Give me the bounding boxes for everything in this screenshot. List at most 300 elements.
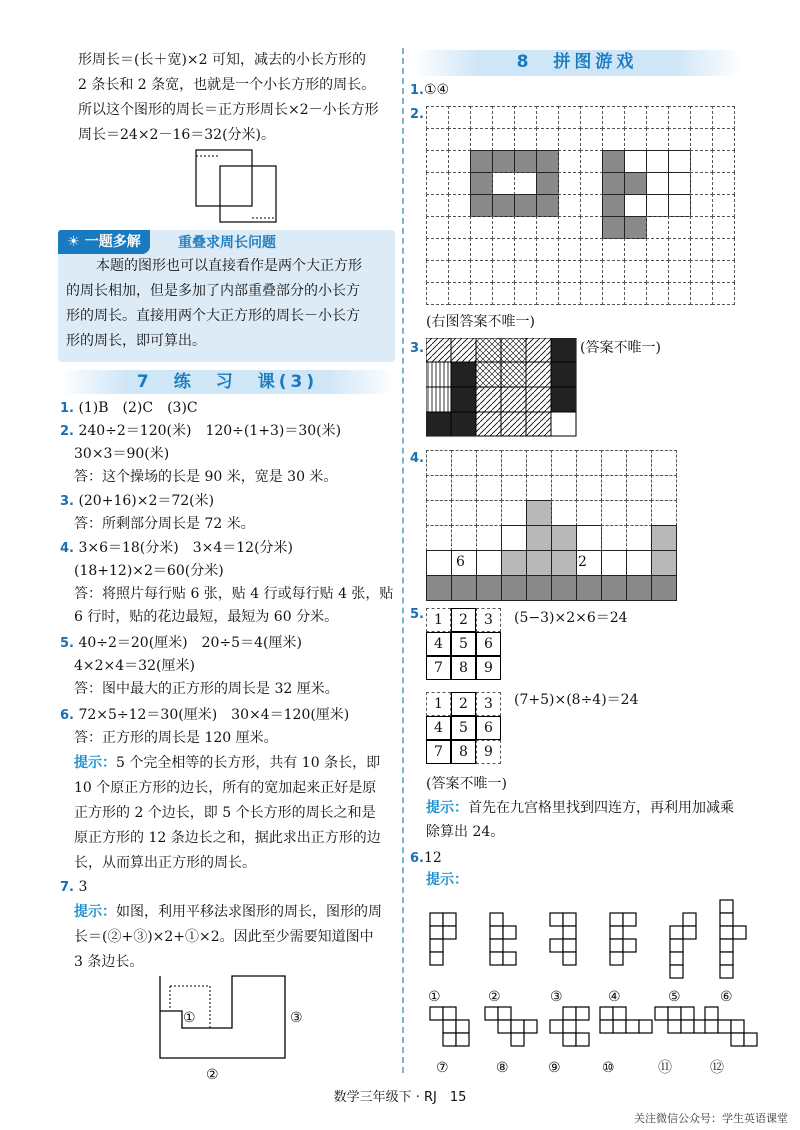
grid-cell [536,260,559,283]
nine-grid-cell: 5 [451,632,476,656]
grid-cell [492,128,515,151]
shape-9-cell [576,1007,589,1020]
grid-cell [426,282,449,305]
q2-line-1: 240÷2＝120(米) 120÷(1+3)＝30(米) [78,423,342,439]
shape-5-cell [683,926,696,939]
shape-8-cell [524,1020,537,1033]
grid-cell [601,575,627,601]
grid-cell [448,238,471,261]
q5-line-2: 4×2×4＝32(厘米) [74,658,195,674]
q7-num: 7. [60,880,74,895]
intro-line-2: 2 条长和 2 条宽，也就是一个小长方形的周长。 [78,77,376,93]
grid-cell [602,216,625,239]
grid-cell [492,194,515,217]
grid-cell [580,216,603,239]
tip-line-3: 形的周长。直接用两个大正方形的周长－小长方 [66,308,360,324]
grid-cell [476,525,502,551]
grid-cell [558,172,581,195]
q1-answer: (1)B (2)C (3)C [78,400,198,416]
q5-hint-line-2: 除算出 24。 [426,824,505,840]
grid-cell [551,450,577,476]
grid-cell [601,450,627,476]
grid-cell [712,282,735,305]
q6-line-1: 72×5÷12＝30(厘米) 30×4＝120(厘米) [78,707,350,723]
nine-grid-cell: 1 [426,692,451,716]
shape-7-cell [456,1033,469,1046]
section-7-title: 7 练 习 课(3) [136,372,319,392]
grid-cell [712,216,735,239]
q6-hint-line-1: 5 个完全相等的长方形，共有 10 条长，即 [116,755,381,771]
grid-cell [492,172,515,195]
grid-cell [651,450,677,476]
grid-cell [448,172,471,195]
shape-11-cell [681,1007,694,1020]
q5-hint-label: 提示： [426,800,468,816]
grid-cell [601,475,627,501]
q7-hint-line-3: 3 条边长。 [74,954,144,970]
grid-cell [668,194,691,217]
shape-3-cell [550,913,563,926]
grid-cell [558,238,581,261]
q4-grid [426,450,676,600]
grid-cell [514,128,537,151]
shape-12-cell [731,1020,744,1033]
shape-8-cell [498,1007,511,1020]
grid-cell [426,525,452,551]
grid-cell [576,525,602,551]
shape-9-cell [563,1033,576,1046]
grid-cell [602,106,625,129]
grid-cell [514,172,537,195]
tip-line-2: 的周长相加，但是多加了内部重叠部分的小长方 [66,283,360,299]
q6-line-2: 答：正方形的周长是 120 厘米。 [74,730,278,746]
q7-hint-line-1: 如图，利用平移法求图形的周长，图形的周 [116,904,382,920]
shape-12-cell [744,1033,757,1046]
shape-4-cell [623,939,636,952]
grid-cell [470,128,493,151]
shape-2-cell [490,926,503,939]
grid-cell [626,575,652,601]
tip-line-4: 形的周长，即可算出。 [66,333,206,349]
nine-grid-cell: 9 [476,656,501,680]
nine-grid-cell: 1 [426,608,451,632]
grid-cell [426,216,449,239]
shape-10-cell [613,1020,626,1033]
q6-hint-label: 提示： [74,755,116,771]
section-8-title: 8 拼图游戏 [516,52,638,72]
grid-cell [526,475,552,501]
shape-1-cell [443,926,456,939]
nine-grid-cell: 2 [451,692,476,716]
shape-label: ① [428,989,441,1005]
grid-cell [526,450,552,476]
shape-7-cell [443,1033,456,1046]
q3-line-2: 答：所剩部分周长是 72 米。 [74,516,255,532]
nine-grid-cell: 7 [426,740,451,764]
nine-grid-cell: 8 [451,740,476,764]
r-q6-answer: 12 [423,850,442,866]
grid-cell [470,282,493,305]
nine-grid-cell: 6 [476,716,501,740]
grid-cell [602,194,625,217]
fig-label-1: ① [183,1010,196,1026]
shape-3-cell [563,939,576,952]
q5-grid-2 [426,692,501,764]
q7-hint-label: 提示： [74,904,116,920]
grid-cell [526,575,552,601]
q2-line-2: 30×3＝90(米) [74,446,170,462]
grid-cell [624,150,647,173]
shape-9-cell [576,1033,589,1046]
grid-cell [476,575,502,601]
grid-cell [451,475,477,501]
grid-cell [501,525,527,551]
shape-label: ⑥ [720,989,733,1005]
grid-cell [668,128,691,151]
hexomino-shapes [420,895,760,1065]
grid-cell [470,238,493,261]
q6-hint-line-5: 长，从而算出正方形的周长。 [74,855,256,871]
watermark: 关注微信公众号：学生英语课堂 [634,1112,788,1125]
q5-eq2: (7+5)×(8÷4)＝24 [514,692,639,708]
shape-label: ② [488,989,501,1005]
q4-line-4: 6 行时，贴的花边最短，最短为 60 分米。 [74,609,339,625]
grid-cell [580,150,603,173]
grid-cell [514,106,537,129]
lightbulb-icon: ☀ [67,234,80,250]
grid-cell [501,550,527,576]
grid-cell [536,150,559,173]
shape-6-cell [720,952,733,965]
grid-cell [602,128,625,151]
grid-cell [536,282,559,305]
shape-label: ⑪ [658,1060,672,1076]
q4-line-1: 3×6＝18(分米) 3×4＝12(分米) [78,540,294,556]
r-q4-num: 4. [410,451,424,466]
grid-cell [602,150,625,173]
shape-8-cell [511,1020,524,1033]
grid-cell [426,475,452,501]
grid-cell [551,550,577,576]
shape-8-cell [511,1033,524,1046]
q4-num: 4. [60,541,74,556]
grid-cell [426,172,449,195]
page-footer: 数学三年级下 · RJ 15 [333,1090,467,1105]
shape-12-cell [731,1033,744,1046]
q6-hint-line-3: 正方形的 2 个边长，即 5 个长方形的周长之和是 [74,805,376,821]
shape-4-cell [623,913,636,926]
shape-2-cell [490,952,503,965]
shape-label: ⑨ [548,1060,561,1076]
nine-grid-cell: 3 [476,692,501,716]
grid-cell [558,216,581,239]
grid-cell [626,475,652,501]
q4-line-2: (18+12)×2＝60(分米) [74,563,224,579]
shape-4-cell [610,926,623,939]
grid-cell [580,172,603,195]
shape-1-cell [430,939,443,952]
shape-11-cell [681,1020,694,1033]
r-q6-num: 6. [410,851,424,866]
grid-cell [514,216,537,239]
shape-2-cell [503,926,516,939]
grid-cell [580,106,603,129]
q3-grid [426,338,578,438]
shape-7-cell [430,1007,443,1020]
grid-cell [668,282,691,305]
shape-5-cell [670,965,683,978]
grid-cell [492,150,515,173]
q5-line-1: 40÷2＝20(厘米) 20÷5＝4(厘米) [78,635,302,651]
shape-10-cell [626,1020,639,1033]
shape-12-cell [718,1020,731,1033]
grid-cell [426,550,452,576]
shape-4-cell [610,913,623,926]
q5-num: 5. [60,636,74,651]
shape-6-cell [720,900,733,913]
grid-cell [526,525,552,551]
grid-cell [470,106,493,129]
grid-cell [690,106,713,129]
shape-6-cell [720,926,733,939]
grid-cell [501,575,527,601]
grid-cell [646,260,669,283]
grid-cell [576,475,602,501]
grid-cell [690,216,713,239]
shape-7-cell [456,1020,469,1033]
grid-cell [476,550,502,576]
nine-grid-cell: 4 [426,716,451,740]
grid-cell [536,172,559,195]
shape-1-cell [430,926,443,939]
section-8-banner [412,50,742,76]
grid-cell [668,238,691,261]
r-q3-num: 3. [410,341,424,356]
q2-line-3: 答：这个操场的长是 90 米，宽是 30 米。 [74,469,338,485]
nine-grid-cell: 7 [426,656,451,680]
grid-cell [426,150,449,173]
grid-cell [601,525,627,551]
shape-1-cell [430,952,443,965]
grid-cell [690,238,713,261]
shape-11-cell [655,1007,668,1020]
grid-cell [551,475,577,501]
shape-1-cell [430,913,443,926]
shape-8-cell [498,1020,511,1033]
grid-cell [451,450,477,476]
column-divider [402,48,404,1073]
grid-cell [576,575,602,601]
grid-cell [646,106,669,129]
shape-6-cell [720,913,733,926]
grid-cell [712,106,735,129]
grid-cell [514,260,537,283]
shape-7-cell [443,1007,456,1020]
grid-cell [624,216,647,239]
grid-cell [514,282,537,305]
grid-cell [646,194,669,217]
shape-label: ⑩ [602,1060,615,1076]
grid-cell [536,216,559,239]
grid-cell [646,216,669,239]
grid-cell [646,150,669,173]
shape-label: ⑫ [710,1060,724,1076]
q3-note: (答案不唯一) [580,340,661,356]
grid-cell [602,238,625,261]
grid-cell [470,260,493,283]
grid-cell [668,172,691,195]
grid-cell [526,550,552,576]
grid-cell [651,525,677,551]
grid-cell [492,238,515,261]
shape-11-cell [668,1007,681,1020]
shape-3-cell [563,913,576,926]
shape-10-cell [600,1020,613,1033]
grid-cell [626,450,652,476]
tip-line-1: 本题的图形也可以直接看作是两个大正方形 [96,258,362,274]
nine-grid-cell: 9 [476,740,501,764]
grid-cell [602,172,625,195]
shape-9-cell [563,1020,576,1033]
shape-9-cell [550,1020,563,1033]
grid-cell [626,525,652,551]
nine-grid-cell: 3 [476,608,501,632]
grid-cell [448,282,471,305]
grid-cell [624,128,647,151]
q6-hint-line-4: 原正方形的 12 条边长之和，据此求出正方形的边 [74,830,381,846]
shape-2-cell [490,913,503,926]
grid-cell [712,172,735,195]
grid-cell [690,150,713,173]
shape-label: ⑤ [668,989,681,1005]
grid-cell [470,194,493,217]
q7-answer: 3 [78,879,88,895]
grid-cell [448,128,471,151]
grid-cell [551,525,577,551]
shape-3-cell [563,926,576,939]
grid-cell [492,260,515,283]
shape-3-cell [563,952,576,965]
grid-cell [690,260,713,283]
grid-cell [470,172,493,195]
grid-cell [470,150,493,173]
grid-cell [624,260,647,283]
grid-cell [580,128,603,151]
shape-label: ⑦ [436,1060,449,1076]
shape-6-cell [733,926,746,939]
shape-10-cell [600,1007,613,1020]
shape-9-cell [563,1007,576,1020]
intro-line-1: 形周长＝(长＋宽)×2 可知，减去的小长方形的 [78,52,367,68]
grid-cell [492,282,515,305]
grid-cell [651,500,677,526]
grid-cell [476,475,502,501]
shape-5-cell [670,952,683,965]
grid-cell [426,128,449,151]
q1-num: 1. [60,401,74,416]
r-q1-answer: ①④ [423,82,450,98]
grid-cell [624,282,647,305]
grid-cell [451,525,477,551]
grid-cell [426,194,449,217]
grid-cell [668,150,691,173]
grid-cell [602,282,625,305]
grid-cell [536,106,559,129]
shape-6-cell [720,965,733,978]
grid-cell [551,500,577,526]
grid-cell [651,550,677,576]
q7-figure [150,966,310,1086]
q5-grid-1 [426,608,501,680]
grid-cell [426,238,449,261]
grid-cell [448,194,471,217]
q6-num: 6. [60,708,74,723]
grid-cell [580,282,603,305]
grid-cell [558,194,581,217]
grid-cell [451,575,477,601]
q7-hint-line-2: 长＝(②+③)×2+①×2。因此至少需要知道图中 [74,929,374,945]
grid-cell [514,238,537,261]
grid-cell [602,260,625,283]
intro-line-3: 所以这个图形的周长＝正方形周长×2－小长方形 [78,102,379,118]
grid-cell [536,194,559,217]
grid-cell [576,450,602,476]
grid-cell [712,238,735,261]
shape-5-cell [670,926,683,939]
grid-cell [712,128,735,151]
fig-label-3: ③ [290,1010,303,1026]
nine-grid-cell: 2 [451,608,476,632]
grid-cell [558,128,581,151]
fig-label-2: ② [206,1067,219,1083]
grid-cell [626,500,652,526]
r-q2-num: 2. [410,107,424,122]
grid-cell [426,260,449,283]
grid-cell [646,238,669,261]
grid-cell [690,194,713,217]
grid-cell [451,500,477,526]
grid-cell [626,550,652,576]
r-q1-num: 1. [410,83,424,98]
nine-grid-cell: 5 [451,716,476,740]
q2-grid [426,106,734,304]
shape-10-cell [639,1020,652,1033]
q5-note: (答案不唯一) [426,776,507,792]
shape-5-cell [683,913,696,926]
q3-num: 3. [60,494,74,509]
grid-cell [551,575,577,601]
shape-12-cell [705,1007,718,1020]
grid-cell [558,150,581,173]
grid-cell [712,260,735,283]
grid-cell [448,150,471,173]
shape-label: ③ [550,989,563,1005]
grid-cell [536,238,559,261]
overlap-squares-figure [190,148,282,224]
grid-cell [646,128,669,151]
grid-cell [646,172,669,195]
grid-cell [476,500,502,526]
shape-6-cell [720,939,733,952]
q5-line-3: 答：图中最大的正方形的周长是 32 厘米。 [74,681,339,697]
shape-label: ④ [608,989,621,1005]
grid-cell [651,575,677,601]
grid-cell [580,260,603,283]
shape-12-cell [705,1020,718,1033]
q4-label-2: 2 [578,554,587,570]
grid-cell [426,500,452,526]
grid-cell [558,282,581,305]
